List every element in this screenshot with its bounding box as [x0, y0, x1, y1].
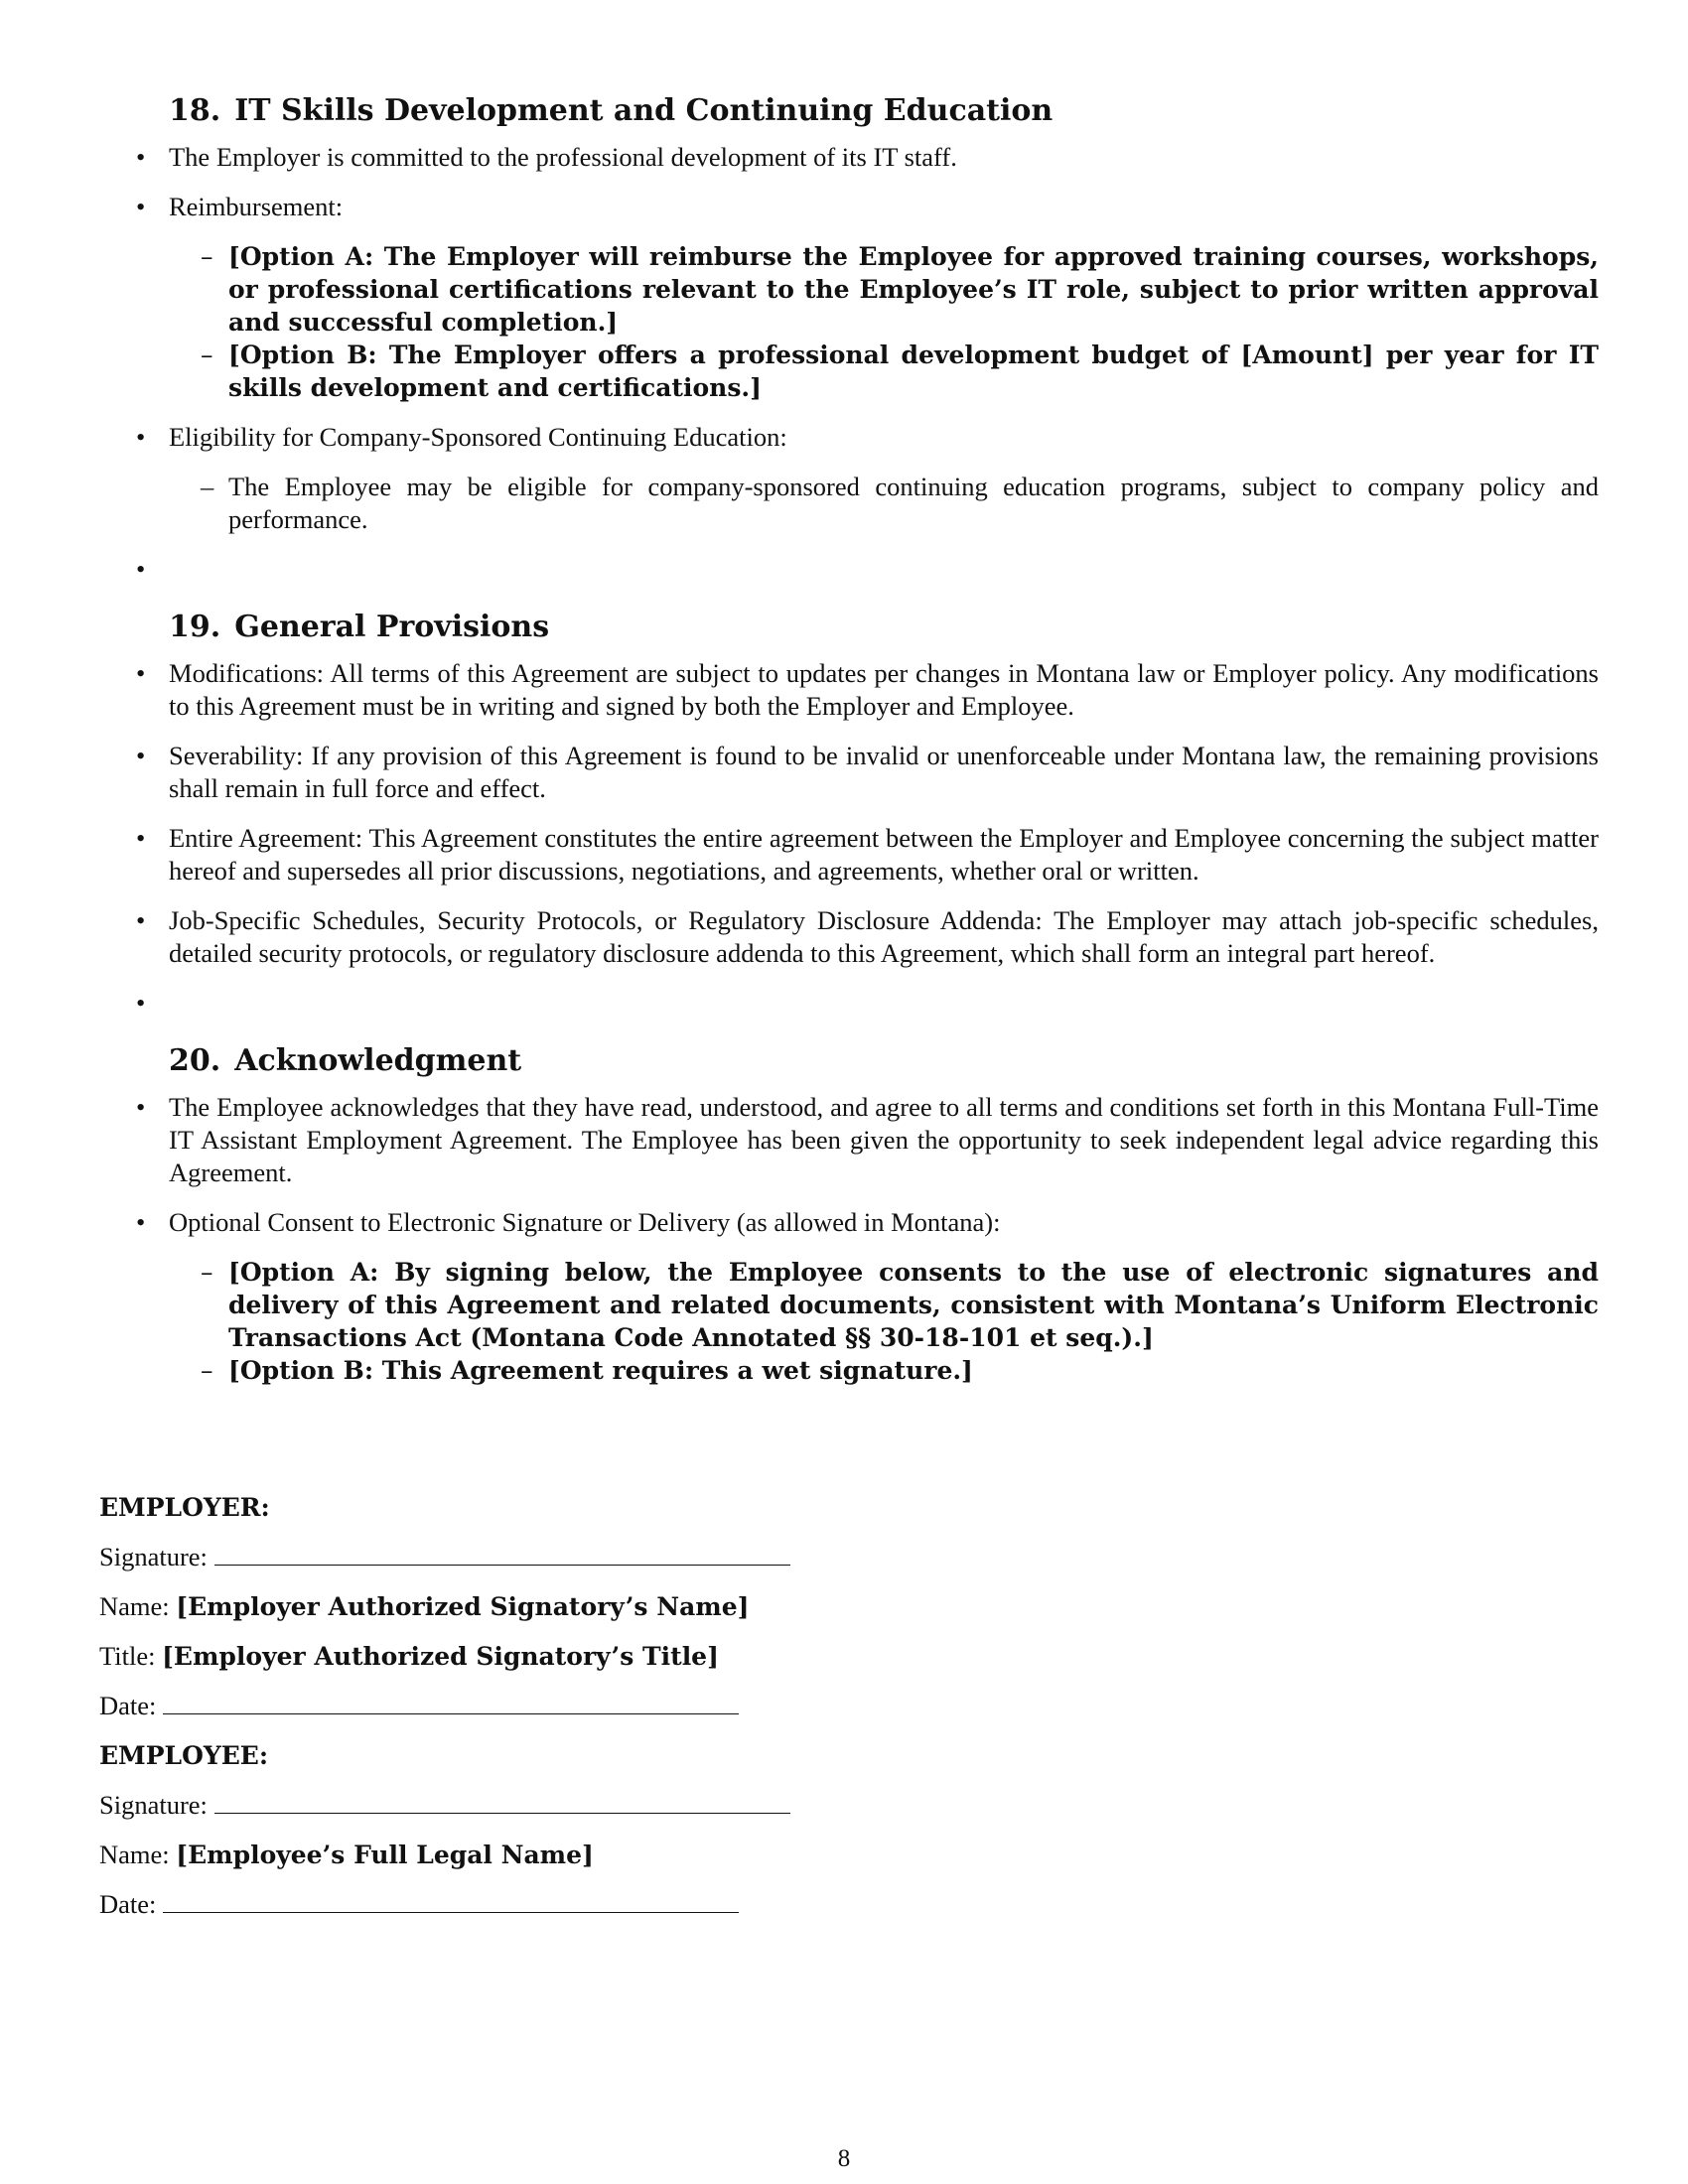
bullet-icon: •: [136, 741, 146, 770]
list-item: • The Employee acknowledges that they have read, understood, and agree to all terms and conditions set forth in this Montana Full-Time IT Assistant Employment Agreement. The Employee has been given the opportunity to seek independent legal advice regarding this Agreement.: [136, 1092, 1599, 1187]
bullet-icon: •: [136, 1092, 146, 1122]
list-item: • Reimbursement: – [Option A: The Employer will reimburse the Employee for approved training courses, workshops, or professional certifications relevant to the Employee’s IT role, subject to prior written approval and successful completion.] – [Option B: The Employer offers a professional development budget of [Amount] per year for IT skills development and certifications.]: [136, 192, 1599, 402]
sub-list: [169, 1256, 1599, 1387]
list-item: • Severability: If any provision of this Agreement is found to be invalid or unenforceable under Montana law, the remaining provisions shall remain in full force and effect.: [136, 741, 1599, 803]
sub-list-item: – [Option A: By signing below, the Employee consents to the use of electronic signatures and delivery of this Agreement and related documents, consistent with Montana’s Uniform Electronic Transactions Act (Montana Code Annotated §§ 30-18-101 et seq.).]: [201, 1258, 1599, 1352]
employer-date-line: Date:: [99, 1690, 993, 1722]
section-20: [99, 1041, 1599, 1387]
section-18: [99, 91, 1599, 586]
employee-name-line: Name: [Employee’s Full Legal Name]: [99, 1840, 594, 1869]
sub-list-item: – [Option A: The Employer will reimburse the Employee for approved training courses, workshops, or professional certifications relevant to the Employee’s IT role, subject to prior written approval and successful completion.]: [201, 242, 1599, 337]
employer-signature-field[interactable]: [214, 1541, 790, 1566]
sub-list: [169, 471, 1599, 536]
dash-icon: –: [201, 242, 213, 271]
section-19: [99, 608, 1599, 1020]
employee-signature-line: Signature:: [99, 1789, 993, 1822]
bullet-icon: •: [136, 658, 146, 688]
dash-icon: –: [201, 1356, 213, 1385]
list-item: • Job-Specific Schedules, Security Protocols, or Regulatory Disclosure Addenda: The Employer may attach job-specific schedules, detailed security protocols, or regulatory disclosure addenda to this Agreement, which shall form an integral part hereof.: [136, 905, 1599, 968]
bullet-list: [99, 141, 1599, 586]
document-content: [99, 91, 1599, 1409]
bullet-icon: •: [136, 192, 146, 221]
bullet-icon: •: [136, 823, 146, 853]
employer-title-line: Title: [Employer Authorized Signatory’s Title]: [99, 1641, 719, 1671]
empty-list-item: [99, 553, 1599, 586]
bullet-icon: •: [136, 988, 146, 1018]
empty-list-item: [99, 987, 1599, 1020]
section-heading: 18. IT Skills Development and Continuing Education: [169, 93, 1054, 128]
employee-date-line: Date:: [99, 1888, 993, 1921]
list-item: • Optional Consent to Electronic Signature or Delivery (as allowed in Montana): – [Option A: By signing below, the Employee consents to the use of electronic signatures and delivery of this Agreement and related documents, consistent with Montana’s Uniform Electronic Transactions Act (Montana Code Annotated §§ 30-18-101 et seq.).] – [Option B: This Agreement requires a wet signature.]: [136, 1207, 1599, 1385]
section-heading: 20. Acknowledgment: [169, 1043, 522, 1078]
employee-signature-field[interactable]: [214, 1789, 790, 1814]
employee-date-field[interactable]: [163, 1888, 739, 1913]
sub-list-item: – [Option B: The Employer offers a professional development budget of [Amount] per year for IT skills development and certifications.]: [201, 341, 1599, 402]
bullet-icon: •: [136, 554, 146, 584]
list-item: • Eligibility for Company-Sponsored Continuing Education: – The Employee may be eligible for company-sponsored continuing education programs, subject to company policy and performance.: [136, 422, 1599, 534]
bullet-list: [99, 1091, 1599, 1387]
list-item: • Entire Agreement: This Agreement constitutes the entire agreement between the Employer and Employee concerning the subject matter hereof and supersedes all prior discussions, negotiations, and agreements, whether oral or written.: [136, 823, 1599, 886]
section-heading: 19. General Provisions: [169, 610, 550, 644]
employer-name-line: Name: [Employer Authorized Signatory’s Name]: [99, 1591, 750, 1621]
list-item: • Modifications: All terms of this Agreement are subject to updates per changes in Montana law or Employer policy. Any modifications to this Agreement must be in writing and signed by both the Employer and Employee.: [136, 658, 1599, 721]
dash-icon: –: [201, 472, 214, 501]
bullet-icon: •: [136, 422, 146, 452]
sub-list-item: – The Employee may be eligible for company-sponsored continuing education programs, subject to company policy and performance.: [201, 472, 1599, 534]
sub-list: [169, 240, 1599, 404]
sub-list-item: – [Option B: This Agreement requires a wet signature.]: [201, 1356, 973, 1385]
list-item: • The Employer is committed to the professional development of its IT staff.: [136, 142, 957, 172]
employee-heading: EMPLOYEE:: [99, 1741, 269, 1770]
bullet-icon: •: [136, 1207, 146, 1237]
dash-icon: –: [201, 341, 213, 369]
bullet-icon: •: [136, 905, 146, 935]
employer-heading: EMPLOYER:: [99, 1493, 270, 1522]
bullet-icon: •: [136, 142, 146, 172]
bullet-list: [99, 657, 1599, 1020]
signature-block: [99, 1491, 993, 1938]
employer-signature-line: Signature:: [99, 1541, 993, 1573]
page-number: 8: [837, 2145, 851, 2172]
employer-date-field[interactable]: [163, 1690, 739, 1714]
dash-icon: –: [201, 1258, 213, 1287]
